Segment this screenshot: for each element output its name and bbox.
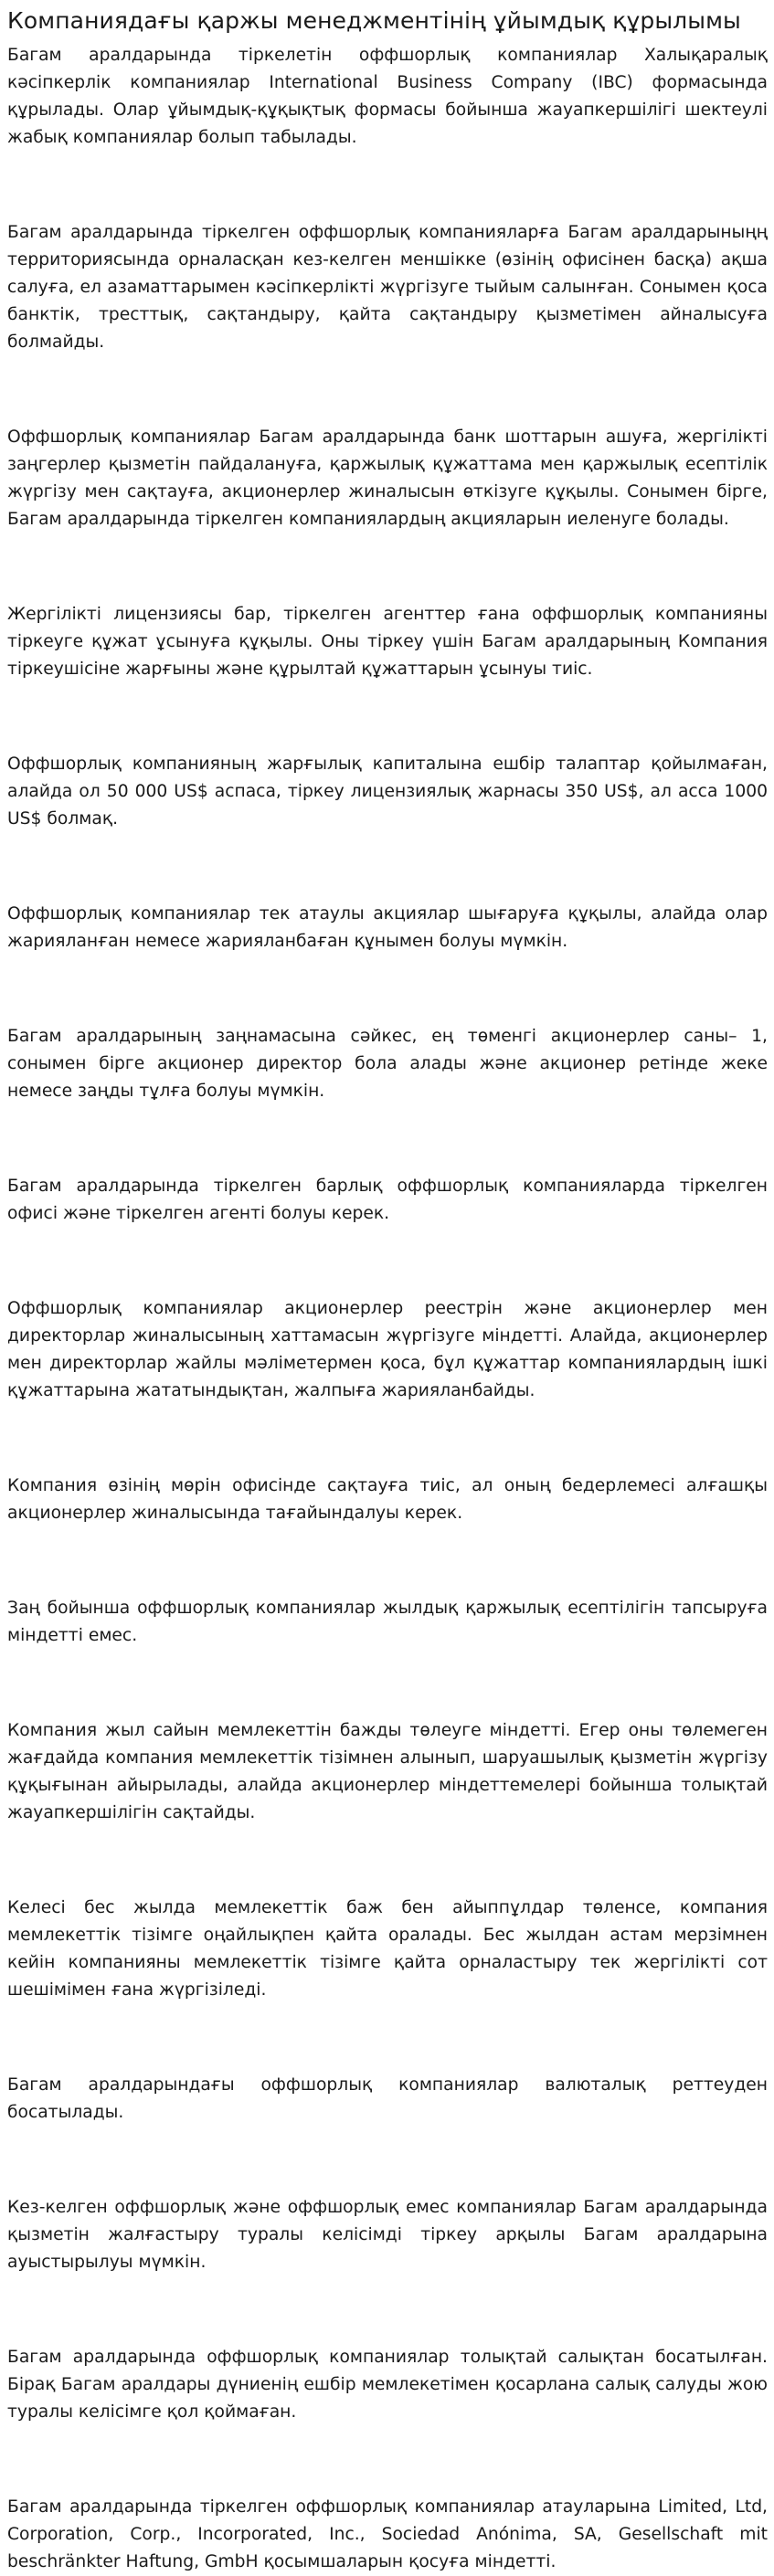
paragraph-12: Компания жыл сайын мемлекеттін бажды төлеуге міндетті. Егер оны төлемеген жағдайда компания мемлекеттік тізімнен алынып, шаруашылық қызметін жүргізу құқығынан айырылады, алайда акционерлер міндеттемелері бойынша толықтай жауапкершілігін сақтайды. xyxy=(7,1721,768,1822)
paragraph-17: Багам аралдарында тіркелген оффшорлық компаниялар атауларына Limited, Ltd, Corporation, Corp., Incorporated, Inc., Sociedad Anónima, SA, Gesellschaft mit beschränkter Haftung, GmbH қосымшаларын қосуға міндетті. xyxy=(7,2497,768,2571)
paragraph-3: Оффшорлық компаниялар Багам аралдарында банк шоттарын ашуға, жергілікті заңгерлер қызметін пайдалануға, қаржылық құжаттама мен қаржылық есептілік жүргізу мен сақтауға, акционерлер жиналысын өткізуге құқылы. Сонымен бірге, Багам аралдарында тіркелген компаниялардың акцияларын иеленуге болады. xyxy=(7,428,768,529)
paragraph-14: Багам аралдарындағы оффшорлық компаниялар валюталық реттеуден босатылады. xyxy=(7,2075,768,2122)
paragraph-2: Багам аралдарында тіркелген оффшорлық компанияларға Багам аралдарыныңң территориясында орналасқан кез-келген меншікке (өзінің офисінен басқа) ақша салуға, ел азаматтарымен кәсіпкерлікті жүргізуге тыйым салынған. Сонымен қоса банктік, тресттық, сақтандыру, қайта сақтандыру қызметімен айналысуға болмайды. xyxy=(7,223,768,352)
paragraph-6: Оффшорлық компаниялар тек атаулы акциялар шығаруға құқылы, алайда олар жарияланған немесе жарияланбаған құнымен болуы мүмкін. xyxy=(7,904,768,951)
paragraph-9: Оффшорлық компаниялар акционерлер реестрін және акционерлер мен директорлар жиналысының хаттамасын жүргізуге міндетті. Алайда, акционерлер мен директорлар жайлы мәліметермен қоса, бұл құжаттар компаниялардың ішкі құжаттарына жататындықтан, жалпыға жарияланбайды. xyxy=(7,1299,768,1400)
paragraph-11: Заң бойынша оффшорлық компаниялар жылдық қаржылық есептілігін тапсыруға міндетті емес. xyxy=(7,1599,768,1645)
paragraph-10: Компания өзінің мөрін офисінде сақтауға тиіс, ал оның бедерлемесі алғашқы акционерлер жиналысында тағайындалуы керек. xyxy=(7,1476,768,1523)
paragraph-16: Багам аралдарында оффшорлық компаниялар толықтай салықтан босатылған. Бірақ Багам аралдары дүниенің ешбір мемлекетімен қосарлана салық салуды жою туралы келісімге қол қоймаған. xyxy=(7,2348,768,2422)
paragraph-15: Кез-келген оффшорлық және оффшорлық емес компаниялар Багам аралдарында қызметін жалғастыру туралы келісімді тіркеу арқылы Багам аралдарына ауыстырылуы мүмкін. xyxy=(7,2198,768,2272)
page-title: Компаниядағы қаржы менеджментінің ұйымдық құрылымы xyxy=(7,7,741,34)
paragraph-13: Келесі бес жылда мемлекеттік баж бен айыппұлдар төленсе, компания мемлекеттік тізімге оңайлықпен қайта оралады. Бес жылдан астам мерзімнен кейін компанияны мемлекеттік тізімге қайта орналастыру тек жергілікті сот шешімімен ғана жүргізіледі. xyxy=(7,1898,768,2000)
paragraph-7: Багам аралдарының заңнамасына сәйкес, ең төменгі акционерлер саны– 1, сонымен бірге акционер директор бола алады және акционер ретінде жеке немесе заңды тұлға болуы мүмкін. xyxy=(7,1027,768,1101)
paragraph-5: Оффшорлық компанияның жарғылық капиталына ешбір талаптар қойылмаған, алайда ол 50 000 US$ аспаса, тіркеу лицензиялық жарнасы 350 US$, ал асса 1000 US$ болмақ. xyxy=(7,755,768,829)
paragraph-8: Багам аралдарында тіркелген барлық оффшорлық компанияларда тіркелген офисі және тіркелген агенті болуы керек. xyxy=(7,1177,768,1223)
paragraph-4: Жергілікті лицензиясы бар, тіркелген агенттер ғана оффшорлық компанияны тіркеуге құжат ұсынуға құқылы. Оны тіркеу үшін Багам аралдарының Компания тіркеушісіне жарғыны және құрылтай құжаттарын ұсынуы тиіс. xyxy=(7,605,768,679)
paragraph-1: Багам аралдарында тіркелетін оффшорлық компаниялар Халықаралық кәсіпкерлік компаниялар International Business Company (IBC) формасында құрылады. Олар ұйымдық-құқықтық формасы бойынша жауапкершілігі шектеулі жабық компаниялар болып табылады. xyxy=(7,46,768,147)
